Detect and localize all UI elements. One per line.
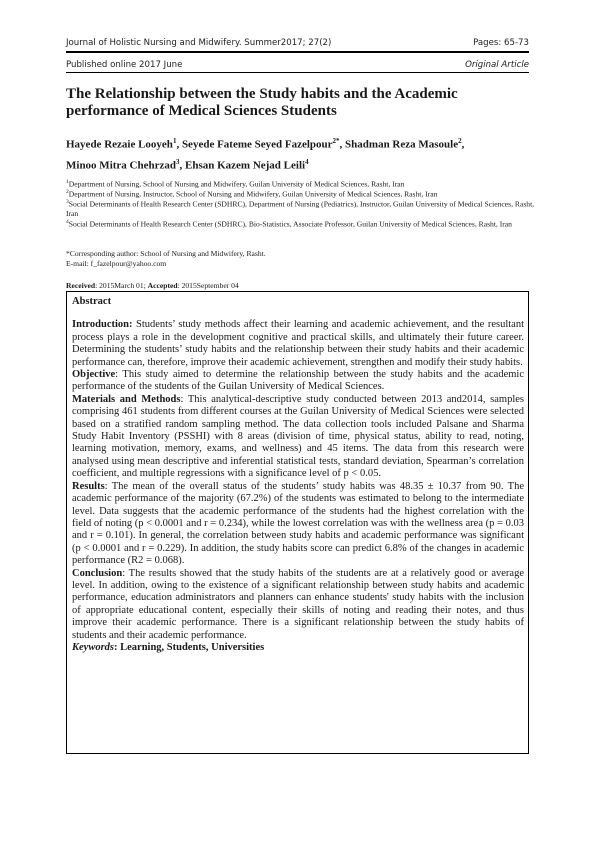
affiliation: [66, 198, 536, 219]
header-rule: [66, 51, 529, 53]
corresponding-author: *Corresponding author: School of Nursing and Midwifery, Rasht.: [66, 249, 266, 258]
keywords-label: Keywords: [72, 641, 114, 653]
section-text: Students’ study methods affect their learning and academic achievement, and the resultant process plays a role in the development cognitive and practical skills, and ultimately their future career. Determining the students’ study habits and the relationship between their study habits and their academic performance can, therefore, improve their academic achievement, strengthen and modify their study habits.: [72, 319, 524, 368]
keywords: [72, 642, 524, 654]
author-affiliation-mark: 2: [458, 137, 462, 145]
section-text: : This analytical-descriptive study conducted between 2013 and2014, samples comprising 461 students from different courses at the Guilan University of Medical Sciences were selected based on a stratified random sampling method. The data collection tools included Palsane and Sharma Study Habit Inventory (PSSHI) with 8 areas (division of time, physical status, ability to read, noting, learning motivation, memory, exams, and wellness) and 45 items. The data from this research were analysed using mean descriptive and inferential statistical tests, standard deviation, Spearman’s correlation coefficient, and multiple regressions with a significance level of p < 0.05.: [72, 393, 524, 480]
author-affiliation-mark: 3: [175, 157, 180, 166]
abstract-section-results: [72, 481, 524, 568]
keywords-text: : Learning, Students, Universities: [114, 641, 265, 653]
author-separator: ,: [339, 138, 346, 151]
abstract-section-introduction: [72, 319, 524, 369]
section-label: Materials and Methods: [72, 393, 181, 405]
submission-dates: [66, 281, 239, 290]
affiliation-text: Department of Nursing, School of Nursing and Midwifery, Guilan University of Medical Sciences, Rasht, Iran: [68, 179, 405, 189]
affiliation-text: Social Determinants of Health Research Center (SDHRC), Bio-Statistics, Associate Professor, Guilan University of Medical Sciences, Rasht, Iran: [68, 219, 512, 229]
affiliation-mark: 2: [66, 189, 69, 195]
article-type: Original Article: [465, 60, 529, 70]
affiliation: [66, 218, 536, 229]
corresponding-email[interactable]: E-mail: f_fazelpour@yahoo.com: [66, 259, 167, 268]
affiliation-mark: 4: [66, 219, 69, 225]
abstract-box: [66, 291, 529, 754]
author-name: Hayede Rezaie Looyeh: [66, 138, 173, 151]
journal-header: Journal of Holistic Nursing and Midwifery. Summer2017; 27(2): [66, 38, 332, 48]
affiliation-text: Department of Nursing, Instructor, School of Nursing and Midwifery, Guilan University of Medical Sciences, Rasht, Iran: [68, 189, 438, 199]
author-affiliation-mark: 1: [172, 137, 177, 145]
affiliation-text: Social Determinants of Health Research Center (SDHRC), Department of Nursing (Pediatrics), Instructor, Guilan University of Medical Sciences, Rasht, Iran: [66, 199, 535, 219]
section-label: Objective: [72, 369, 116, 381]
subheader-rule: [66, 72, 529, 73]
author-name: Seyede Fateme Seyed Fazelpour: [181, 138, 333, 151]
author-name: Ehsan Kazem Nejad Leili: [184, 159, 306, 172]
section-label: Introduction:: [72, 319, 133, 331]
page-range: Pages: 65-73: [473, 38, 529, 48]
affiliation-mark: 3: [66, 199, 69, 205]
author-affiliation-mark: 4: [305, 157, 309, 166]
author-separator: ,: [176, 138, 182, 151]
abstract-section-methods: [72, 394, 524, 481]
section-text: : The mean of the overall status of the students’ study habits was 48.35 ± 10.37 from 90. The academic performance of the majority (67.2%) of the students was estimated to belong to the intermediate level. Data suggests that the academic performance of the students had the highest correlation with the field of noting (p < 0.0001 and r = 0.234), while the lowest correlation was with the wellness area (p = 0.03 and r = 0.101). In general, the correlation between study habits and academic performance was significant (p < 0.0001 and r = 0.229). In addition, the study habits score can predict 6.8% of the changes in academic performance (R2 = 0.068).: [72, 480, 524, 567]
author-affiliation-mark: 2*: [332, 137, 340, 145]
author-separator: ,: [461, 138, 465, 151]
accepted-date: : 2015September 04: [177, 281, 239, 290]
author-separator: ,: [179, 159, 185, 172]
received-date: : 2015March 01;: [95, 281, 148, 290]
paper-title: The Relationship between the Study habits and the Academic performance of Medical Sciences Students: [66, 86, 458, 119]
section-text: : The results showed that the study habits of the students are at a relatively good or average level. In addition, owing to the existence of a significant relationship between study habits and academic performance, education administrators and planners can enhance students' study habits with the inclusion of appropriate educational content, especially their skills of noting and reading their notes, and thus improve their academic performance. There is a significant relationship between the study habits of students and their academic performance.: [72, 567, 524, 641]
section-label: Conclusion: [72, 567, 123, 579]
abstract-heading: Abstract: [72, 296, 112, 307]
received-label: Received: [66, 281, 96, 290]
section-label: Results: [72, 480, 105, 492]
affiliation-mark: 1: [66, 179, 69, 185]
author-name: Minoo Mitra Chehrzad: [66, 159, 176, 172]
author-list: [66, 133, 536, 174]
section-text: : This study aimed to determine the relationship between the study habits and the academic performance of the students of the Guilan University of Medical Sciences.: [72, 369, 524, 393]
abstract-body: [72, 296, 524, 654]
abstract-section-objective: [72, 369, 524, 394]
abstract-section-conclusion: [72, 568, 524, 642]
author-name: Shadman Reza Masoule: [345, 138, 459, 151]
published-date: Published online 2017 June: [66, 60, 183, 70]
accepted-label: Accepted: [147, 281, 178, 290]
